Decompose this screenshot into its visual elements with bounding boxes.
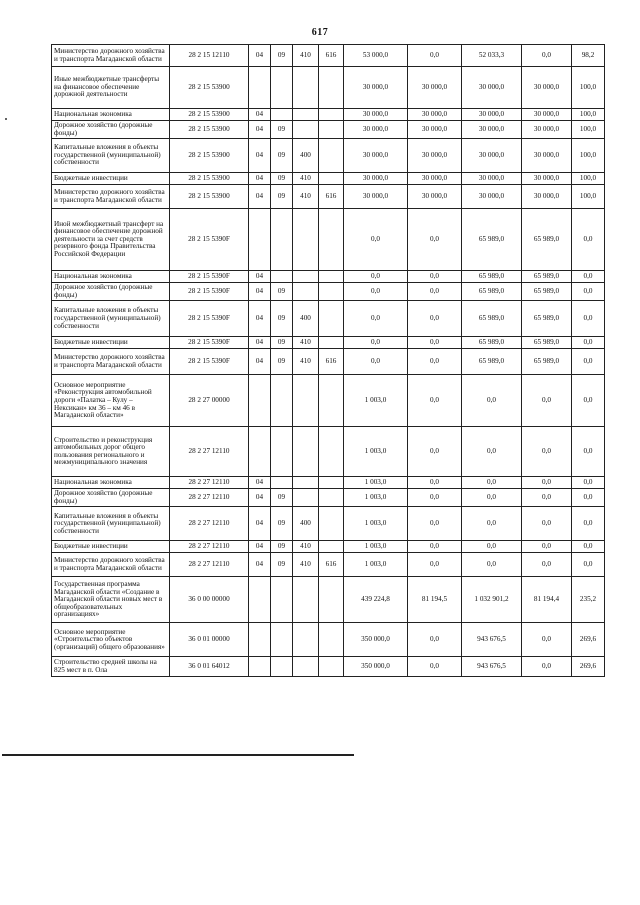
subsection-cell [271, 577, 293, 623]
administrator-cell [319, 109, 344, 121]
value-2-cell: 30 000,0 [408, 185, 462, 209]
value-1-cell: 1 003,0 [344, 553, 408, 577]
row-name-cell: Дорожное хозяйство (дорожные фонды) [52, 121, 170, 139]
row-name-cell: Капитальные вложения в объекты государственной (муниципальной) собственности [52, 139, 170, 173]
target-article-cell: 28 2 27 12110 [170, 541, 249, 553]
percent-cell: 235,2 [572, 577, 605, 623]
section-cell: 04 [249, 477, 271, 489]
section-cell: 04 [249, 173, 271, 185]
percent-cell: 0,0 [572, 553, 605, 577]
target-article-cell: 28 2 15 5390F [170, 283, 249, 301]
subsection-cell [271, 477, 293, 489]
table-row [52, 541, 605, 553]
value-2-cell: 0,0 [408, 623, 462, 657]
section-cell: 04 [249, 45, 271, 67]
expense-type-cell [293, 427, 319, 477]
target-article-cell: 36 0 01 64012 [170, 657, 249, 677]
percent-cell: 0,0 [572, 349, 605, 375]
value-1-cell: 30 000,0 [344, 185, 408, 209]
subsection-cell: 09 [271, 45, 293, 67]
value-2-cell: 0,0 [408, 301, 462, 337]
administrator-cell [319, 507, 344, 541]
target-article-cell: 28 2 27 12110 [170, 427, 249, 477]
value-3-cell: 65 989,0 [462, 301, 522, 337]
value-1-cell: 30 000,0 [344, 109, 408, 121]
administrator-cell [319, 67, 344, 109]
expense-type-cell [293, 283, 319, 301]
value-3-cell: 0,0 [462, 541, 522, 553]
row-name-cell: Строительство и реконструкция автомобильных дорог общего пользования регионального и межмуниципального значения [52, 427, 170, 477]
value-3-cell: 0,0 [462, 489, 522, 507]
value-4-cell: 30 000,0 [522, 173, 572, 185]
value-3-cell: 943 676,5 [462, 657, 522, 677]
table-row [52, 489, 605, 507]
value-3-cell: 65 989,0 [462, 209, 522, 271]
table-row [52, 507, 605, 541]
value-1-cell: 0,0 [344, 271, 408, 283]
subsection-cell: 09 [271, 541, 293, 553]
table-row [52, 301, 605, 337]
administrator-cell [319, 375, 344, 427]
administrator-cell [319, 427, 344, 477]
target-article-cell: 28 2 15 5390F [170, 349, 249, 375]
value-1-cell: 30 000,0 [344, 67, 408, 109]
subsection-cell: 09 [271, 139, 293, 173]
value-2-cell: 30 000,0 [408, 139, 462, 173]
section-cell: 04 [249, 553, 271, 577]
table-row [52, 173, 605, 185]
administrator-cell [319, 337, 344, 349]
value-3-cell: 30 000,0 [462, 139, 522, 173]
value-4-cell: 30 000,0 [522, 139, 572, 173]
expense-type-cell [293, 577, 319, 623]
value-3-cell: 30 000,0 [462, 185, 522, 209]
table-row [52, 349, 605, 375]
row-name-cell: Министерство дорожного хозяйства и транспорта Магаданской области [52, 349, 170, 375]
section-cell: 04 [249, 139, 271, 173]
value-2-cell: 0,0 [408, 349, 462, 375]
subsection-cell [271, 109, 293, 121]
value-3-cell: 30 000,0 [462, 121, 522, 139]
subsection-cell [271, 375, 293, 427]
value-1-cell: 350 000,0 [344, 657, 408, 677]
table-row [52, 209, 605, 271]
section-cell [249, 577, 271, 623]
value-2-cell: 0,0 [408, 45, 462, 67]
administrator-cell [319, 541, 344, 553]
value-2-cell: 0,0 [408, 375, 462, 427]
table-row [52, 577, 605, 623]
table-row [52, 109, 605, 121]
expense-type-cell: 410 [293, 541, 319, 553]
value-3-cell: 943 676,5 [462, 623, 522, 657]
administrator-cell [319, 271, 344, 283]
value-4-cell: 0,0 [522, 657, 572, 677]
value-4-cell: 65 989,0 [522, 301, 572, 337]
table-row [52, 337, 605, 349]
value-2-cell: 0,0 [408, 271, 462, 283]
value-4-cell: 0,0 [522, 623, 572, 657]
target-article-cell: 28 2 15 53900 [170, 121, 249, 139]
value-1-cell: 1 003,0 [344, 489, 408, 507]
target-article-cell: 28 2 27 12110 [170, 507, 249, 541]
target-article-cell: 28 2 27 12110 [170, 553, 249, 577]
value-3-cell: 65 989,0 [462, 349, 522, 375]
administrator-cell: 616 [319, 349, 344, 375]
target-article-cell: 36 0 00 00000 [170, 577, 249, 623]
target-article-cell: 28 2 15 5390F [170, 337, 249, 349]
value-2-cell: 81 194,5 [408, 577, 462, 623]
value-2-cell: 30 000,0 [408, 121, 462, 139]
subsection-cell [271, 67, 293, 109]
value-3-cell: 1 032 901,2 [462, 577, 522, 623]
value-4-cell: 65 989,0 [522, 271, 572, 283]
subsection-cell [271, 271, 293, 283]
expense-type-cell: 400 [293, 301, 319, 337]
value-2-cell: 0,0 [408, 507, 462, 541]
expense-type-cell [293, 623, 319, 657]
value-1-cell: 0,0 [344, 301, 408, 337]
target-article-cell: 28 2 27 00000 [170, 375, 249, 427]
expense-type-cell: 410 [293, 553, 319, 577]
expense-type-cell: 400 [293, 139, 319, 173]
administrator-cell: 616 [319, 185, 344, 209]
row-name-cell: Иные межбюджетные трансферты на финансовое обеспечение дорожной деятельности [52, 67, 170, 109]
value-2-cell: 30 000,0 [408, 109, 462, 121]
administrator-cell [319, 139, 344, 173]
value-4-cell: 30 000,0 [522, 67, 572, 109]
value-4-cell: 0,0 [522, 489, 572, 507]
value-3-cell: 30 000,0 [462, 173, 522, 185]
section-cell: 04 [249, 185, 271, 209]
row-name-cell: Бюджетные инвестиции [52, 541, 170, 553]
value-3-cell: 65 989,0 [462, 337, 522, 349]
subsection-cell: 09 [271, 553, 293, 577]
administrator-cell: 616 [319, 45, 344, 67]
section-cell [249, 67, 271, 109]
value-3-cell: 30 000,0 [462, 67, 522, 109]
percent-cell: 0,0 [572, 337, 605, 349]
expense-type-cell: 410 [293, 185, 319, 209]
value-1-cell: 0,0 [344, 349, 408, 375]
percent-cell: 100,0 [572, 185, 605, 209]
percent-cell: 0,0 [572, 301, 605, 337]
value-2-cell: 0,0 [408, 427, 462, 477]
row-name-cell: Бюджетные инвестиции [52, 337, 170, 349]
row-name-cell: Министерство дорожного хозяйства и транспорта Магаданской области [52, 45, 170, 67]
expense-type-cell: 410 [293, 173, 319, 185]
percent-cell: 100,0 [572, 139, 605, 173]
subsection-cell: 09 [271, 121, 293, 139]
value-3-cell: 52 033,3 [462, 45, 522, 67]
section-cell: 04 [249, 271, 271, 283]
value-3-cell: 30 000,0 [462, 109, 522, 121]
expense-type-cell [293, 67, 319, 109]
row-name-cell: Дорожное хозяйство (дорожные фонды) [52, 489, 170, 507]
value-4-cell: 0,0 [522, 541, 572, 553]
value-1-cell: 0,0 [344, 283, 408, 301]
percent-cell: 269,6 [572, 657, 605, 677]
target-article-cell: 28 2 27 12110 [170, 477, 249, 489]
percent-cell: 0,0 [572, 507, 605, 541]
target-article-cell: 36 0 01 00000 [170, 623, 249, 657]
value-3-cell: 0,0 [462, 553, 522, 577]
target-article-cell: 28 2 27 12110 [170, 489, 249, 507]
value-1-cell: 0,0 [344, 209, 408, 271]
percent-cell: 0,0 [572, 489, 605, 507]
value-4-cell: 0,0 [522, 553, 572, 577]
value-2-cell: 0,0 [408, 657, 462, 677]
target-article-cell: 28 2 15 53900 [170, 67, 249, 109]
table-row [52, 477, 605, 489]
percent-cell: 0,0 [572, 283, 605, 301]
value-4-cell: 30 000,0 [522, 109, 572, 121]
administrator-cell [319, 477, 344, 489]
value-2-cell: 30 000,0 [408, 173, 462, 185]
row-name-cell: Основное мероприятие «Реконструкция автомобильной дороги «Палатка – Кулу – Нексикан» км 36 – км 46 в Магаданской области» [52, 375, 170, 427]
subsection-cell: 09 [271, 283, 293, 301]
section-cell [249, 623, 271, 657]
subsection-cell: 09 [271, 489, 293, 507]
table-row [52, 657, 605, 677]
section-cell: 04 [249, 283, 271, 301]
value-1-cell: 1 003,0 [344, 507, 408, 541]
value-4-cell: 65 989,0 [522, 209, 572, 271]
section-cell: 04 [249, 121, 271, 139]
percent-cell: 0,0 [572, 209, 605, 271]
value-2-cell: 0,0 [408, 477, 462, 489]
value-3-cell: 65 989,0 [462, 271, 522, 283]
value-4-cell: 0,0 [522, 477, 572, 489]
expense-type-cell [293, 271, 319, 283]
percent-cell: 100,0 [572, 67, 605, 109]
value-2-cell: 0,0 [408, 209, 462, 271]
expense-type-cell: 400 [293, 507, 319, 541]
subsection-cell [271, 209, 293, 271]
row-name-cell: Строительство средней школы на 825 мест в п. Ола [52, 657, 170, 677]
value-2-cell: 0,0 [408, 489, 462, 507]
value-4-cell: 65 989,0 [522, 283, 572, 301]
subsection-cell [271, 657, 293, 677]
table-row [52, 45, 605, 67]
table-row [52, 121, 605, 139]
row-name-cell: Капитальные вложения в объекты государственной (муниципальной) собственности [52, 507, 170, 541]
section-cell: 04 [249, 301, 271, 337]
value-1-cell: 1 003,0 [344, 541, 408, 553]
expense-type-cell [293, 121, 319, 139]
value-3-cell: 65 989,0 [462, 283, 522, 301]
percent-cell: 100,0 [572, 109, 605, 121]
row-name-cell: Иной межбюджетный трансферт на финансовое обеспечение дорожной деятельности за счет средств резервного фонда Правительства Российской Федерации [52, 209, 170, 271]
expense-type-cell: 410 [293, 349, 319, 375]
table-row [52, 553, 605, 577]
administrator-cell [319, 577, 344, 623]
row-name-cell: Основное мероприятие «Строительство объектов (организаций) общего образования» [52, 623, 170, 657]
subsection-cell: 09 [271, 173, 293, 185]
administrator-cell [319, 301, 344, 337]
expense-type-cell [293, 477, 319, 489]
value-1-cell: 0,0 [344, 337, 408, 349]
target-article-cell: 28 2 15 53900 [170, 173, 249, 185]
value-4-cell: 0,0 [522, 507, 572, 541]
administrator-cell [319, 623, 344, 657]
table-row [52, 283, 605, 301]
expense-type-cell: 410 [293, 337, 319, 349]
section-cell [249, 375, 271, 427]
value-1-cell: 30 000,0 [344, 173, 408, 185]
administrator-cell [319, 173, 344, 185]
value-4-cell: 81 194,4 [522, 577, 572, 623]
row-name-cell: Дорожное хозяйство (дорожные фонды) [52, 283, 170, 301]
percent-cell: 0,0 [572, 477, 605, 489]
row-name-cell: Министерство дорожного хозяйства и транспорта Магаданской области [52, 185, 170, 209]
value-4-cell: 0,0 [522, 427, 572, 477]
table-row [52, 271, 605, 283]
value-2-cell: 0,0 [408, 541, 462, 553]
administrator-cell: 616 [319, 553, 344, 577]
section-cell [249, 427, 271, 477]
table-row [52, 427, 605, 477]
table-row [52, 139, 605, 173]
value-3-cell: 0,0 [462, 507, 522, 541]
row-name-cell: Министерство дорожного хозяйства и транспорта Магаданской области [52, 553, 170, 577]
table-row [52, 375, 605, 427]
value-1-cell: 30 000,0 [344, 139, 408, 173]
section-cell: 04 [249, 337, 271, 349]
subsection-cell: 09 [271, 507, 293, 541]
section-cell: 04 [249, 109, 271, 121]
target-article-cell: 28 2 15 5390F [170, 271, 249, 283]
percent-cell: 100,0 [572, 121, 605, 139]
target-article-cell: 28 2 15 5390F [170, 301, 249, 337]
margin-dot [5, 118, 7, 120]
percent-cell: 0,0 [572, 541, 605, 553]
subsection-cell [271, 427, 293, 477]
value-1-cell: 350 000,0 [344, 623, 408, 657]
section-cell: 04 [249, 541, 271, 553]
row-name-cell: Бюджетные инвестиции [52, 173, 170, 185]
value-4-cell: 0,0 [522, 375, 572, 427]
subsection-cell: 09 [271, 349, 293, 375]
expense-type-cell: 410 [293, 45, 319, 67]
expense-type-cell [293, 109, 319, 121]
expense-type-cell [293, 489, 319, 507]
target-article-cell: 28 2 15 53900 [170, 109, 249, 121]
target-article-cell: 28 2 15 53900 [170, 185, 249, 209]
value-2-cell: 0,0 [408, 553, 462, 577]
subsection-cell [271, 623, 293, 657]
percent-cell: 269,6 [572, 623, 605, 657]
administrator-cell [319, 657, 344, 677]
value-1-cell: 53 000,0 [344, 45, 408, 67]
value-1-cell: 1 003,0 [344, 477, 408, 489]
bottom-rule [2, 754, 354, 756]
value-3-cell: 0,0 [462, 477, 522, 489]
row-name-cell: Национальная экономика [52, 109, 170, 121]
table-row [52, 67, 605, 109]
value-2-cell: 0,0 [408, 337, 462, 349]
value-2-cell: 30 000,0 [408, 67, 462, 109]
value-1-cell: 439 224,8 [344, 577, 408, 623]
expense-type-cell [293, 375, 319, 427]
subsection-cell: 09 [271, 337, 293, 349]
value-3-cell: 0,0 [462, 375, 522, 427]
expense-type-cell [293, 209, 319, 271]
section-cell: 04 [249, 349, 271, 375]
percent-cell: 0,0 [572, 271, 605, 283]
administrator-cell [319, 209, 344, 271]
expense-type-cell [293, 657, 319, 677]
target-article-cell: 28 2 15 12110 [170, 45, 249, 67]
section-cell [249, 657, 271, 677]
percent-cell: 0,0 [572, 427, 605, 477]
table-row [52, 185, 605, 209]
subsection-cell: 09 [271, 185, 293, 209]
value-2-cell: 0,0 [408, 283, 462, 301]
target-article-cell: 28 2 15 5390F [170, 209, 249, 271]
page-number: 617 [311, 27, 329, 38]
percent-cell: 98,2 [572, 45, 605, 67]
percent-cell: 0,0 [572, 375, 605, 427]
section-cell [249, 209, 271, 271]
subsection-cell: 09 [271, 301, 293, 337]
row-name-cell: Государственная программа Магаданской области «Создание в Магаданской области новых мест в общеобразовательных организациях» [52, 577, 170, 623]
row-name-cell: Национальная экономика [52, 477, 170, 489]
value-1-cell: 1 003,0 [344, 427, 408, 477]
percent-cell: 100,0 [572, 173, 605, 185]
value-4-cell: 30 000,0 [522, 121, 572, 139]
row-name-cell: Национальная экономика [52, 271, 170, 283]
budget-table [51, 44, 605, 677]
row-name-cell: Капитальные вложения в объекты государственной (муниципальной) собственности [52, 301, 170, 337]
value-4-cell: 30 000,0 [522, 185, 572, 209]
value-4-cell: 65 989,0 [522, 349, 572, 375]
value-1-cell: 1 003,0 [344, 375, 408, 427]
value-4-cell: 0,0 [522, 45, 572, 67]
administrator-cell [319, 489, 344, 507]
administrator-cell [319, 283, 344, 301]
table-row [52, 623, 605, 657]
value-1-cell: 30 000,0 [344, 121, 408, 139]
administrator-cell [319, 121, 344, 139]
target-article-cell: 28 2 15 53900 [170, 139, 249, 173]
value-4-cell: 65 989,0 [522, 337, 572, 349]
value-3-cell: 0,0 [462, 427, 522, 477]
section-cell: 04 [249, 489, 271, 507]
section-cell: 04 [249, 507, 271, 541]
